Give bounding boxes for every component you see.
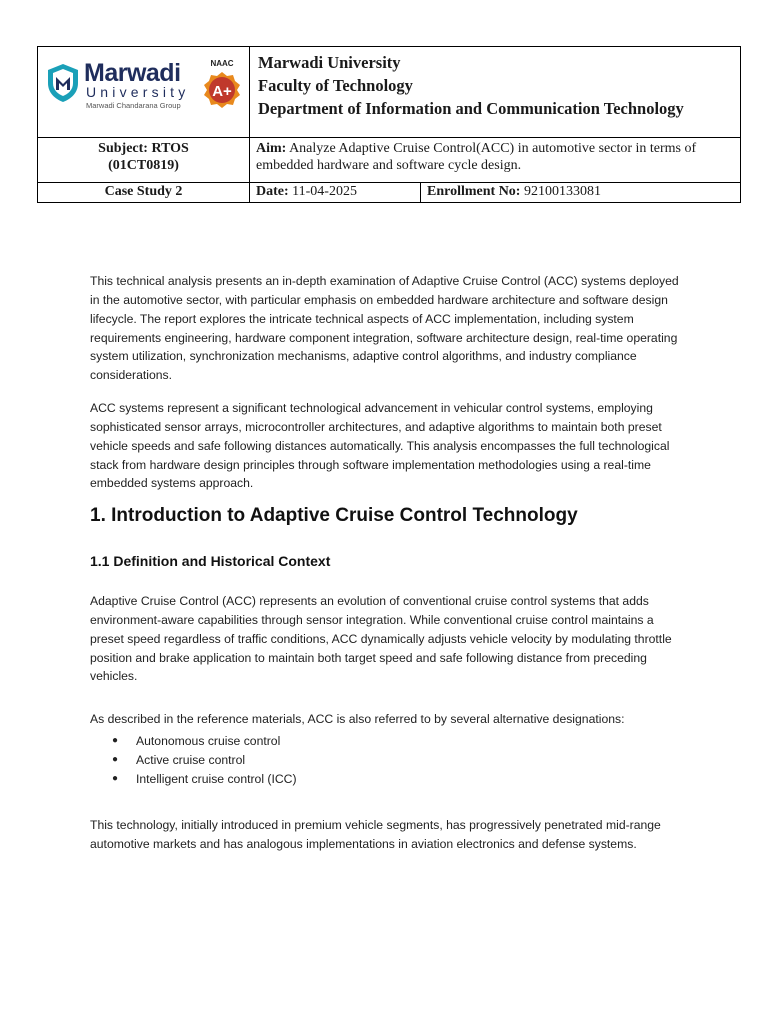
definition-paragraph: Adaptive Cruise Control (ACC) represents an evolution of conventional cruise control systems that adds environment-aware capabilities through sensor integration. While conventional cruise control maintains a preset speed regardless of traffic conditions, ACC dynamically adjusts vehicle velocity by modulating throttle position and brake application to maintain both target speed and safe following distance from preceding vehicles. (90, 594, 672, 684)
aim-cell (250, 138, 741, 183)
aim-label: Aim: (256, 141, 287, 156)
naac-seal-icon (203, 70, 241, 110)
intro-paragraph: This technical analysis presents an in-depth examination of Adaptive Cruise Control (ACC) systems deployed in the automotive sector, with particular emphasis on embedded hardware architecture and software design lifecycle. The report explores the intricate technical aspects of ACC implementation, including system requirements engineering, hardware component integration, software architecture design, real-time operating system utilization, synchronization mechanisms, adaptive control algorithms, and industry compliance considerations. (90, 274, 679, 383)
list-item: ● Intelligent cruise control (ICC) (112, 770, 297, 789)
designations-intro: As described in the reference materials, ACC is also referred to by several alternative designations: (90, 712, 625, 727)
technology-paragraph: This technology, initially introduced in premium vehicle segments, has progressively penetrated mid-range automotive markets and has analogous implementations in aviation electronics and defense systems. (90, 818, 661, 851)
date-cell (250, 183, 421, 203)
date-label: Date: (256, 184, 289, 199)
title-cell (250, 47, 741, 138)
subject-cell (38, 138, 250, 183)
naac-label: NAAC (210, 59, 234, 68)
faculty-name: Faculty of Technology (258, 76, 413, 95)
overview-paragraph: ACC systems represent a significant technological advancement in vehicular control systems, employing sophisticated sensor arrays, microcontroller architectures, and adaptive algorithms to maintain both preset vehicle speeds and safe following distances automatically. This analysis encompasses the full technological stack from hardware design principles through software implementation methodologies using a real-time embedded systems approach. (90, 401, 670, 491)
brand-subtitle: University (86, 84, 190, 100)
brand-name: Marwadi (84, 59, 181, 87)
logo-cell (38, 47, 250, 138)
subject-code: (01CT0819) (108, 158, 179, 173)
enrollment-label: Enrollment No: (427, 184, 521, 199)
section-heading: 1. Introduction to Adaptive Cruise Control Technology (90, 505, 578, 526)
shield-icon (46, 63, 80, 103)
subject-label: Subject: RTOS (98, 141, 189, 156)
date-value: 11-04-2025 (292, 184, 357, 199)
brand-group: Marwadi Chandarana Group (86, 101, 181, 110)
enrollment-cell (421, 183, 741, 203)
subsection-heading: 1.1 Definition and Historical Context (90, 553, 331, 569)
aim-text: Analyze Adaptive Cruise Control(ACC) in automotive sector in terms of embedded hardware and software cycle design. (256, 141, 697, 173)
university-name: Marwadi University (258, 53, 401, 72)
university-logo (46, 61, 246, 121)
list-item: ● Autonomous cruise control (112, 732, 297, 751)
naac-badge (203, 59, 241, 111)
header-table (37, 46, 741, 203)
enrollment-value: 92100133081 (523, 184, 601, 199)
department-name: Department of Information and Communication Technology (258, 99, 684, 118)
list-item: ● Active cruise control (112, 751, 297, 770)
case-study-cell: Case Study 2 (38, 183, 250, 203)
svg-text:A+: A+ (212, 83, 232, 100)
designations-list (112, 732, 297, 788)
